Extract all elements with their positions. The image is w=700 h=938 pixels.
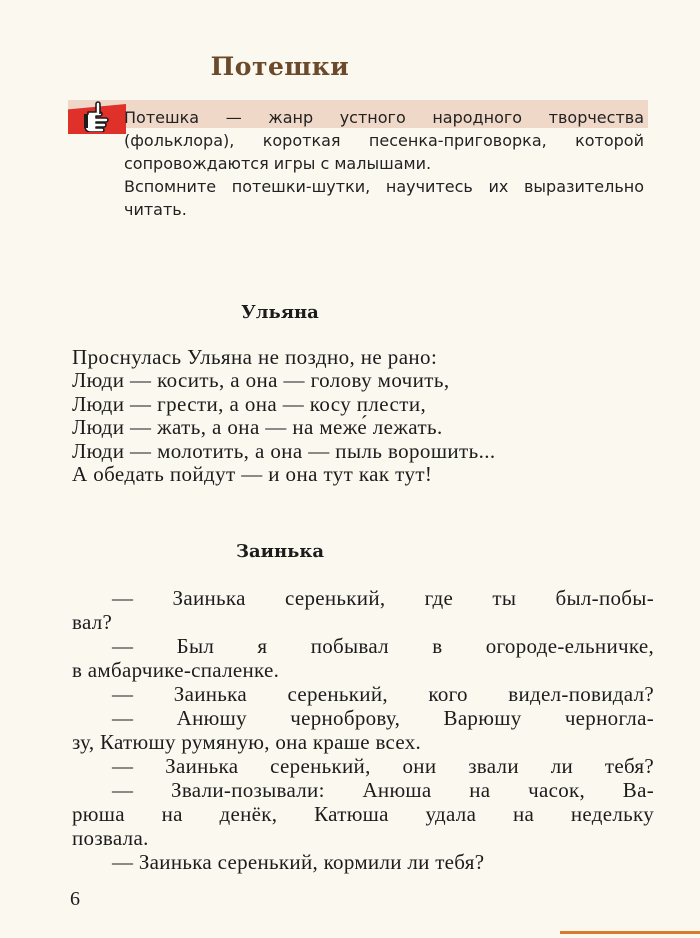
poem-line: — Заинька серенький, где ты был-побы-: [112, 586, 654, 610]
poem-line: — Заинька серенький, кого видел-повидал?: [112, 682, 654, 706]
poem-ulyana: [72, 346, 632, 486]
pointing-hand-icon: [82, 100, 118, 132]
poem-line: Проснулась Ульяна не поздно, не рано:: [72, 345, 438, 369]
poem-line: Люди — грести, а она — косу плести,: [72, 391, 427, 416]
task-text: Вспомните потешки-шутки, научитесь их выразительно читать.: [124, 177, 644, 219]
poem-line: — Анюшу черноброву, Варюшу черногла-: [112, 706, 654, 730]
page-number: 6: [70, 888, 80, 910]
poem-line: — Заинька серенький, кормили ли тебя?: [112, 850, 485, 874]
poem-line: Люди — молотить, а она — пыль ворошить...: [72, 438, 496, 463]
page-title: Потешки: [210, 52, 350, 81]
poem-line: зу, Катюшу румяную, она краше всех.: [72, 730, 422, 754]
poem-title-zainka: Заинька: [235, 541, 325, 562]
poem-line: — Был я побывал в огороде-ельничке,: [112, 634, 654, 658]
poem-line: Люди — косить, а она — голову мочить,: [72, 368, 450, 393]
definition-text: Потешка — жанр устного народного творчества (фольклора), короткая песенка-приговорка, которой сопровождаются игры с малышами.: [124, 108, 644, 173]
poem-line: позвала.: [72, 826, 149, 850]
poem-line: рюша на денёк, Катюша удала на недельку: [72, 802, 654, 826]
poem-line: вал?: [72, 610, 113, 634]
info-text: [124, 106, 644, 221]
poem-line: А обедать пойдут — и она тут как тут!: [72, 462, 433, 487]
poem-zainka: [72, 586, 654, 874]
info-box: [68, 100, 648, 260]
poem-line: Люди — жать, а она — на меже́ лежать.: [72, 415, 443, 440]
poem-line: в амбарчике-спаленке.: [72, 658, 280, 682]
poem-title-ulyana: Ульяна: [241, 302, 319, 323]
poem-line: — Заинька серенький, они звали ли тебя?: [112, 754, 654, 778]
poem-line: — Звали-позывали: Анюша на часок, Ва-: [112, 778, 654, 802]
bottom-rule: [560, 931, 700, 934]
